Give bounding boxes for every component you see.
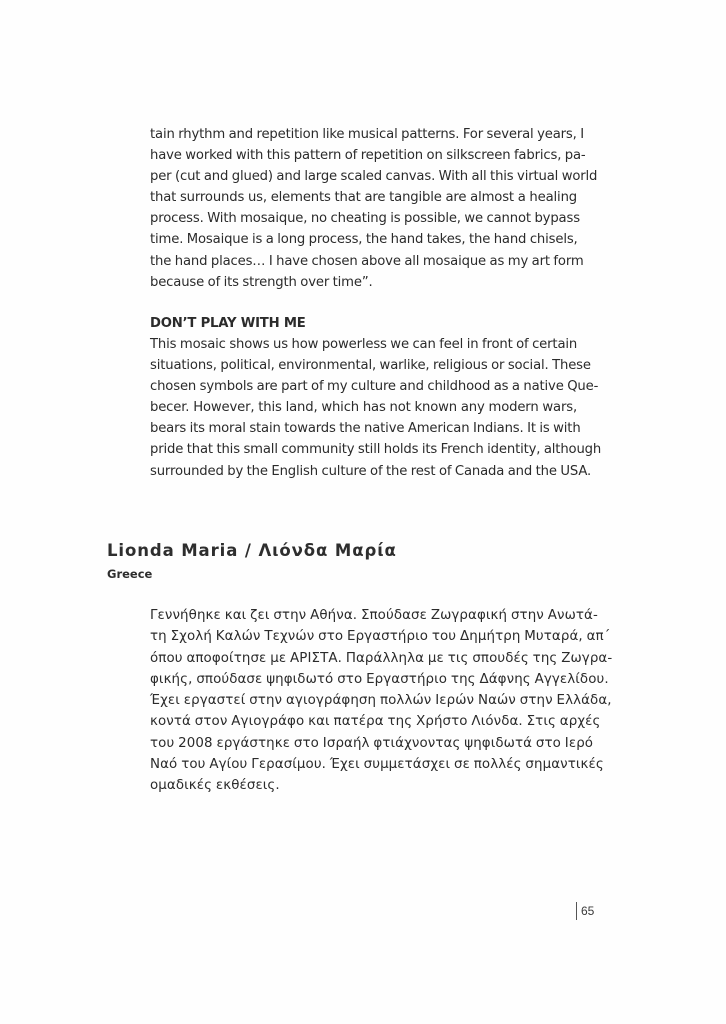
- text-line: Ναό του Αγίου Γερασίμου. Έχει συμμετάσχει σε πολλές σημαντικές: [150, 757, 604, 773]
- text-line: This mosaic shows us how powerless we can feel in front of certain: [150, 337, 578, 352]
- text-line: have worked with this pattern of repetition on silkscreen fabrics, pa-: [150, 148, 586, 164]
- text-line: φικής, σπούδασε ψηφιδωτό στο Εργαστήριο της Δάφνης Αγγελίδου.: [150, 671, 609, 687]
- artist-name: Lionda Maria / Λιόνδα Μαρία: [107, 541, 397, 560]
- text-line: that surrounds us, elements that are tangible are almost a healing: [150, 190, 577, 206]
- text-line: bears its moral stain towards the native American Indians. It is with: [150, 421, 581, 437]
- artist-country: Greece: [107, 567, 153, 581]
- text-line: per (cut and glued) and large scaled canvas. With all this virtual world: [150, 169, 598, 185]
- text-line: Γεννήθηκε και ζει στην Αθήνα. Σπούδασε Ζωγραφική στην Ανωτά-: [150, 608, 598, 623]
- text-line: ομαδικές εκθέσεις.: [150, 778, 280, 794]
- text-line: process. With mosaique, no cheating is possible, we cannot bypass: [150, 211, 580, 227]
- text-line: του 2008 εργάστηκε στο Ισραήλ φτιάχνοντας ψηφιδωτά στο Ιερό: [150, 735, 594, 751]
- text-line: tain rhythm and repetition like musical patterns. For several years, I: [150, 127, 584, 142]
- text-line: pride that this small community still holds its French identity, although: [150, 442, 602, 458]
- statement-continuation: [150, 124, 598, 293]
- text-line: κοντά στον Αγιογράφο και πατέρα της Χρήστο Λιόνδα. Στις αρχές: [150, 714, 601, 730]
- text-line: chosen symbols are part of my culture and childhood as a native Que-: [150, 379, 599, 395]
- statement-paragraph: [150, 124, 598, 293]
- text-line: surrounded by the English culture of the rest of Canada and the USA.: [150, 463, 592, 479]
- page-number: 65: [576, 902, 594, 920]
- text-line: becer. However, this land, which has not known any modern wars,: [150, 400, 577, 416]
- text-line: όπου αποφοίτησε με ΑΡΙΣΤΑ. Παράλληλα με τις σπουδές της Ζωγρα-: [150, 650, 613, 666]
- text-line: time. Mosaique is a long process, the hand takes, the hand chisels,: [150, 232, 578, 248]
- artist-bio: [150, 605, 613, 797]
- artwork-section: [150, 313, 602, 482]
- text-line: Έχει εργαστεί στην αγιογράφηση πολλών Ιερών Ναών στην Ελλάδα,: [150, 693, 612, 709]
- artwork-description: [150, 334, 602, 482]
- text-line: because of its strength over time”.: [150, 274, 373, 290]
- artwork-title: DON’T PLAY WITH ME: [150, 316, 306, 331]
- text-line: τη Σχολή Καλών Τεχνών στο Εργαστήριο του Δημήτρη Μυταρά, απ΄: [150, 629, 611, 645]
- bio-paragraph: [150, 605, 613, 797]
- text-line: the hand places… I have chosen above all mosaique as my art form: [150, 253, 584, 269]
- text-line: situations, political, environmental, warlike, religious or social. These: [150, 358, 591, 374]
